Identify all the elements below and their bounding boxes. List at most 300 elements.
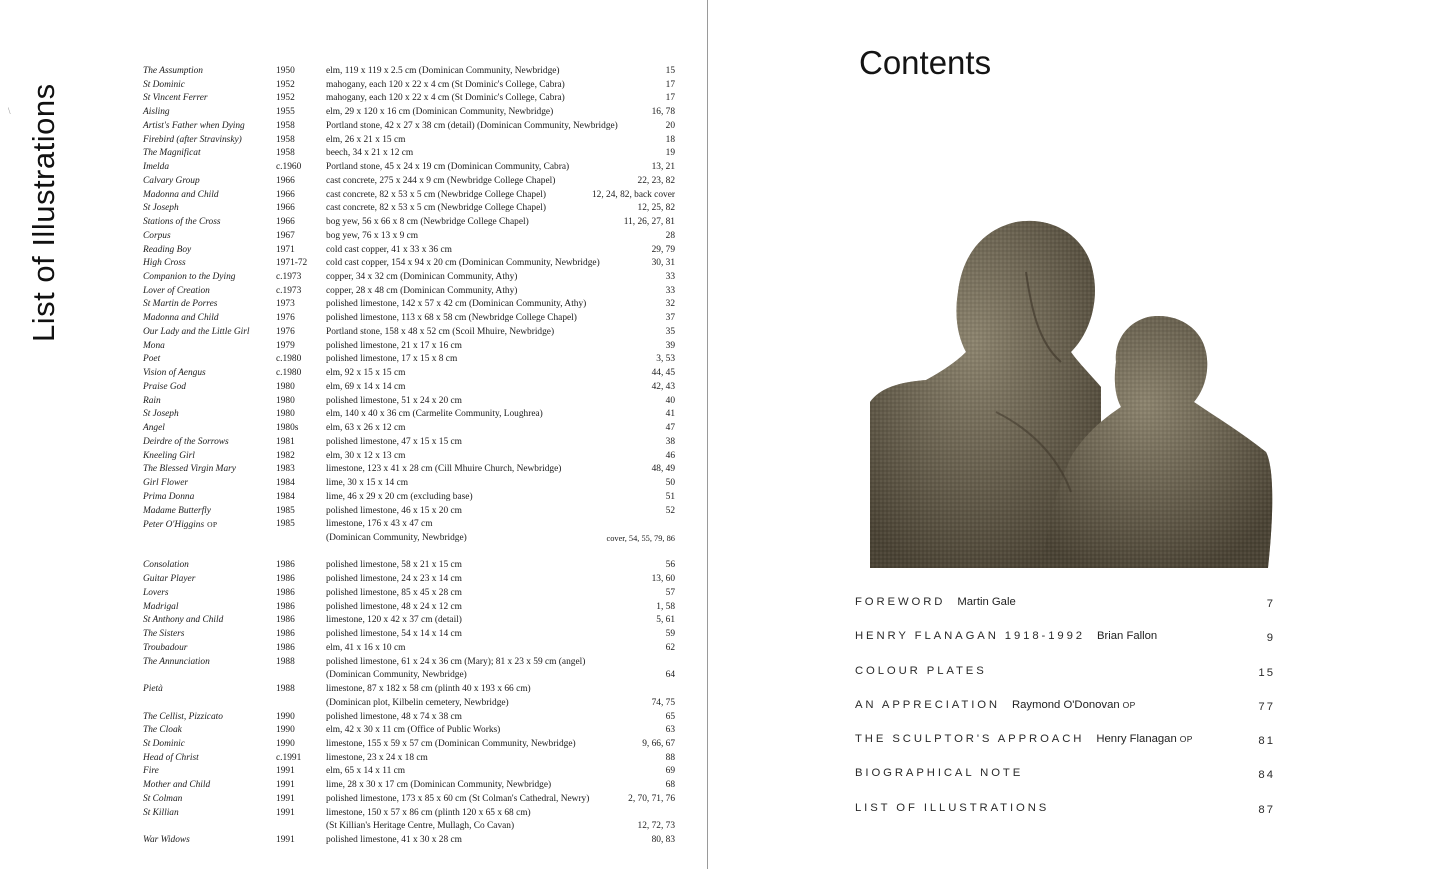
illustration-pages: 48, 49 xyxy=(651,464,675,475)
illustration-year: 1991 xyxy=(276,793,295,804)
illustration-year: 1986 xyxy=(276,574,295,585)
illustration-year: 1967 xyxy=(276,230,295,241)
toc-entry-page: 87 xyxy=(1258,803,1275,816)
illustration-title xyxy=(143,505,211,519)
illustration-year: 1958 xyxy=(276,120,295,131)
illustration-description: limestone, 87 x 182 x 58 cm (plinth 40 x 193 x 66 cm) xyxy=(326,684,531,695)
illustration-pages: 44, 45 xyxy=(651,368,675,379)
illustration-pages: 19 xyxy=(665,148,675,159)
toc-entry-title xyxy=(855,733,1193,745)
illustration-pages: 50 xyxy=(665,478,675,489)
illustration-year: 1991 xyxy=(276,766,295,777)
illustration-title-text: Lovers xyxy=(143,587,169,598)
illustration-description: cast concrete, 82 x 53 x 5 cm (Newbridge College Chapel) xyxy=(326,189,546,200)
illustration-row xyxy=(143,326,679,340)
illustration-pages: 15 xyxy=(665,66,675,76)
illustration-title xyxy=(143,422,165,436)
toc-entry-title-text: LIST OF ILLUSTRATIONS xyxy=(855,801,1050,814)
illustration-year: 1986 xyxy=(276,615,295,626)
illustration-title xyxy=(143,765,159,779)
illustration-title-text: Calvary Group xyxy=(143,175,200,186)
illustration-description: polished limestone, 113 x 68 x 58 cm (Newbridge College Chapel) xyxy=(326,313,577,324)
illustration-year: 1980s xyxy=(276,423,299,434)
illustration-description: elm, 69 x 14 x 14 cm xyxy=(326,381,406,392)
illustration-title-text: Reading Boy xyxy=(143,244,192,255)
illustration-pages: 33 xyxy=(665,272,675,283)
illustration-description: polished limestone, 58 x 21 x 15 cm xyxy=(326,560,462,571)
illustration-row xyxy=(143,614,679,628)
illustration-year: 1950 xyxy=(276,66,295,76)
toc-entry-author xyxy=(1096,733,1192,745)
illustration-pages: 17 xyxy=(665,93,675,104)
illustration-title xyxy=(143,628,184,642)
illustration-description: polished limestone, 85 x 45 x 28 cm xyxy=(326,587,462,598)
illustration-year: c.1973 xyxy=(276,272,302,283)
illustration-title xyxy=(143,175,200,189)
illustration-row xyxy=(143,518,679,532)
illustration-pages: 11, 26, 27, 81 xyxy=(623,217,675,228)
illustration-title xyxy=(143,367,206,381)
illustration-year: 1976 xyxy=(276,313,295,324)
illustration-title-text: St Colman xyxy=(143,793,183,804)
toc-entry-page: 81 xyxy=(1258,735,1275,748)
illustration-row xyxy=(143,120,679,134)
illustration-description: Portland stone, 42 x 27 x 38 cm (detail) (Dominican Community, Newbridge) xyxy=(326,120,618,131)
illustration-title-text: Prima Donna xyxy=(143,491,195,502)
illustration-description: elm, 26 x 21 x 15 cm xyxy=(326,134,406,145)
illustration-title-text: The Magnificat xyxy=(143,148,201,159)
illustration-title xyxy=(143,381,186,395)
illustration-description: limestone, 120 x 42 x 37 cm (detail) xyxy=(326,615,462,626)
toc-entry-author-suffix: OP xyxy=(1179,734,1193,745)
illustration-pages: 29, 79 xyxy=(651,244,675,255)
illustration-title xyxy=(143,834,190,848)
illustration-row xyxy=(143,697,679,711)
illustration-row xyxy=(143,711,679,725)
toc-entry-page: 77 xyxy=(1258,700,1275,713)
illustration-row xyxy=(143,257,679,271)
illustration-pages: 2, 70, 71, 76 xyxy=(628,793,675,804)
sculpture-image xyxy=(856,212,1276,568)
illustration-description: polished limestone, 41 x 30 x 28 cm xyxy=(326,835,462,846)
illustration-row xyxy=(143,669,679,683)
illustration-pages: 12, 24, 82, back cover xyxy=(591,189,675,200)
illustration-year: 1966 xyxy=(276,217,295,228)
illustration-title-text: Artist's Father when Dying xyxy=(143,120,245,131)
illustration-title-text: Aisling xyxy=(143,107,170,118)
illustration-pages: cover, 54, 55, 79, 86 xyxy=(606,533,675,543)
illustration-row xyxy=(143,656,679,670)
illustration-title xyxy=(143,450,195,464)
illustration-year: 1990 xyxy=(276,711,295,722)
illustration-description: polished limestone, 173 x 85 x 60 cm (St Colman's Cathedral, Newry) xyxy=(326,793,590,804)
illustration-year: 1991 xyxy=(276,807,295,818)
illustration-row xyxy=(143,367,679,381)
illustration-title-text: Girl Flower xyxy=(143,478,189,489)
toc-entry-author xyxy=(1012,699,1136,711)
illustration-pages: 40 xyxy=(665,395,675,406)
illustration-row xyxy=(143,765,679,779)
illustration-pages: 47 xyxy=(665,423,675,434)
illustration-pages: 12, 72, 73 xyxy=(637,821,675,832)
illustration-row xyxy=(143,628,679,642)
illustration-year: 1980 xyxy=(276,409,295,420)
toc-entry-page: 84 xyxy=(1258,769,1275,782)
toc-entry[interactable] xyxy=(855,590,1275,624)
illustration-year: 1986 xyxy=(276,629,295,640)
illustration-pages: 5, 61 xyxy=(656,615,675,626)
illustration-pages: 38 xyxy=(665,436,675,447)
illustration-pages: 28 xyxy=(665,230,675,241)
illustration-description: cold cast copper, 154 x 94 x 20 cm (Dominican Community, Newbridge) xyxy=(326,258,600,269)
illustration-year: 1966 xyxy=(276,189,295,200)
illustration-pages: 30, 31 xyxy=(651,258,675,269)
illustration-year: 1955 xyxy=(276,107,295,118)
illustration-year: 1952 xyxy=(276,79,295,90)
illustration-title-text: Lover of Creation xyxy=(143,285,210,296)
illustration-description: elm, 65 x 14 x 11 cm xyxy=(326,766,406,777)
toc-entry[interactable] xyxy=(855,761,1275,795)
illustration-pages: 18 xyxy=(665,134,675,145)
illustration-title xyxy=(143,752,199,766)
toc-entry-author-suffix: OP xyxy=(1122,699,1136,710)
illustration-title-text: The Cellist, Pizzicato xyxy=(143,711,223,722)
illustration-pages: 80, 83 xyxy=(651,835,675,846)
illustration-year: 1980 xyxy=(276,381,295,392)
illustration-pages: 39 xyxy=(665,340,675,351)
illustration-row xyxy=(143,92,679,106)
illustration-pages: 56 xyxy=(665,560,675,571)
illustration-description: polished limestone, 17 x 15 x 8 cm xyxy=(326,354,458,365)
illustration-row xyxy=(143,147,679,161)
toc-entry-page: 15 xyxy=(1258,666,1275,679)
illustration-title-text: The Cloak xyxy=(143,725,182,736)
illustration-title xyxy=(143,559,189,573)
illustration-description: (Dominican Community, Newbridge) xyxy=(326,670,467,681)
illustration-row xyxy=(143,546,679,560)
illustration-title-text: The Blessed Virgin Mary xyxy=(143,464,236,475)
illustration-description: copper, 28 x 48 cm (Dominican Community, Athy) xyxy=(326,285,518,296)
illustration-description: mahogany, each 120 x 22 x 4 cm (St Dominic's College, Cabra) xyxy=(326,79,565,90)
illustration-description: polished limestone, 61 x 24 x 36 cm (Mary); 81 x 23 x 59 cm (angel) xyxy=(326,656,586,667)
illustration-title xyxy=(143,408,179,422)
illustration-row xyxy=(143,477,679,491)
toc-entry-author-name: Martin Gale xyxy=(957,596,1016,608)
illustration-title-text: Firebird (after Stravinsky) xyxy=(143,134,242,145)
toc-entry[interactable] xyxy=(855,796,1275,830)
toc-entry[interactable] xyxy=(855,624,1275,658)
illustration-title xyxy=(143,738,185,752)
illustration-description: polished limestone, 21 x 17 x 16 cm xyxy=(326,340,462,351)
illustration-row xyxy=(143,491,679,505)
illustration-description: elm, 42 x 30 x 11 cm (Office of Public Works) xyxy=(326,725,501,736)
illustration-row xyxy=(143,752,679,766)
illustration-title xyxy=(143,395,161,409)
illustration-description: polished limestone, 142 x 57 x 42 cm (Dominican Community, Athy) xyxy=(326,299,587,310)
illustration-row xyxy=(143,779,679,793)
toc-entry-title xyxy=(855,596,1016,608)
illustration-title-text: St Anthony and Child xyxy=(143,615,224,626)
illustration-row xyxy=(143,820,679,834)
illustration-pages: 16, 78 xyxy=(651,107,675,118)
toc-entry-title-text: COLOUR PLATES xyxy=(855,664,987,677)
illustration-title-text: Consolation xyxy=(143,560,189,571)
illustration-title xyxy=(143,106,170,120)
toc-entry-title xyxy=(855,802,1049,814)
illustration-description: copper, 34 x 32 cm (Dominican Community, Athy) xyxy=(326,272,518,283)
illustration-title-text: Troubadour xyxy=(143,642,188,653)
illustration-title xyxy=(143,477,188,491)
illustration-description: limestone, 23 x 24 x 18 cm xyxy=(326,752,428,763)
illustration-row xyxy=(143,271,679,285)
illustration-description: (Dominican Community, Newbridge) xyxy=(326,532,467,543)
illustration-row xyxy=(143,353,679,367)
illustration-row xyxy=(143,505,679,519)
illustration-year: 1973 xyxy=(276,299,295,310)
illustration-year: 1981 xyxy=(276,436,295,447)
illustration-title xyxy=(143,807,179,821)
illustration-row xyxy=(143,189,679,203)
illustration-pages: 12, 25, 82 xyxy=(637,203,675,214)
illustration-year: 1984 xyxy=(276,478,295,489)
toc-entry-title xyxy=(855,665,987,677)
illustration-pages: 13, 21 xyxy=(651,162,675,173)
illustration-year: 1986 xyxy=(276,642,295,653)
illustration-title xyxy=(143,601,178,615)
illustration-title-text: Madame Butterfly xyxy=(143,505,211,516)
illustration-title-text: Mona xyxy=(143,340,165,351)
illustration-title-text: St Killian xyxy=(143,807,179,818)
toc-entry-title xyxy=(855,630,1157,642)
illustration-pages: 52 xyxy=(665,505,675,516)
illustration-row xyxy=(143,436,679,450)
illustration-title-text: St Vincent Ferrer xyxy=(143,93,208,104)
illustration-title-text: Kneeling Girl xyxy=(143,450,195,461)
illustration-row xyxy=(143,422,679,436)
illustration-pages: 51 xyxy=(665,491,675,502)
illustration-year: 1990 xyxy=(276,738,295,749)
illustration-title xyxy=(143,711,223,725)
illustration-row xyxy=(143,106,679,120)
illustration-row xyxy=(143,601,679,615)
illustration-pages: 32 xyxy=(665,299,675,310)
illustration-row xyxy=(143,587,679,601)
illustration-description: Portland stone, 158 x 48 x 52 cm (Scoil Mhuire, Newbridge) xyxy=(326,326,555,337)
illustration-year: 1991 xyxy=(276,835,295,846)
illustration-title xyxy=(143,340,165,354)
illustration-row xyxy=(143,395,679,409)
illustration-pages: 46 xyxy=(665,450,675,461)
illustration-pages: 63 xyxy=(665,725,675,736)
toc-entry-author-name: Raymond O'Donovan xyxy=(1011,698,1120,711)
illustration-title-text: Vision of Aengus xyxy=(143,368,206,379)
contents-heading: Contents xyxy=(859,44,992,81)
illustration-title xyxy=(143,147,201,161)
illustration-pages: 88 xyxy=(665,752,675,763)
illustration-year: 1986 xyxy=(276,587,295,598)
illustration-description: polished limestone, 46 x 15 x 20 cm xyxy=(326,505,462,516)
illustration-title-text: St Joseph xyxy=(143,203,179,214)
illustration-title-text: High Cross xyxy=(143,258,186,269)
toc-entry[interactable] xyxy=(855,727,1275,761)
illustration-description: elm, 92 x 15 x 15 cm xyxy=(326,368,406,379)
illustration-title xyxy=(143,724,182,738)
illustration-pages: 35 xyxy=(665,326,675,337)
right-page xyxy=(708,0,1445,869)
illustration-title-text: Madonna and Child xyxy=(143,313,219,324)
illustration-title xyxy=(143,436,229,450)
illustration-description: elm, 30 x 12 x 13 cm xyxy=(326,450,406,461)
illustration-description: (St Killian's Heritage Centre, Mullagh, Co Cavan) xyxy=(326,821,515,832)
illustration-description: polished limestone, 48 x 24 x 12 cm xyxy=(326,601,462,612)
illustration-year: 1976 xyxy=(276,326,295,337)
illustration-description: limestone, 150 x 57 x 86 cm (plinth 120 x 65 x 68 cm) xyxy=(326,807,531,818)
illustration-year: 1986 xyxy=(276,601,295,612)
illustration-pages: 42, 43 xyxy=(651,381,675,392)
toc-entry-page: 9 xyxy=(1266,632,1275,645)
illustration-title xyxy=(143,120,245,134)
illustration-title-text: St Dominic xyxy=(143,738,185,749)
illustration-description: cast concrete, 275 x 244 x 9 cm (Newbridge College Chapel) xyxy=(326,175,556,186)
illustration-row xyxy=(143,340,679,354)
illustration-year: 1985 xyxy=(276,519,295,530)
illustration-title xyxy=(143,587,169,601)
illustration-pages: 41 xyxy=(665,409,675,420)
toc-entry[interactable] xyxy=(855,659,1275,693)
illustration-title-text: Companion to the Dying xyxy=(143,272,236,283)
illustration-year: 1988 xyxy=(276,684,295,695)
illustration-description: beech, 34 x 21 x 12 cm xyxy=(326,148,414,159)
illustration-title xyxy=(143,793,182,807)
illustration-description: (Dominican plot, Kilbelin cemetery, Newbridge) xyxy=(326,697,509,708)
illustration-pages: 64 xyxy=(665,670,675,681)
illustration-description: elm, 119 x 119 x 2.5 cm (Dominican Community, Newbridge) xyxy=(326,66,560,76)
toc-entry-author-name: Brian Fallon xyxy=(1096,630,1158,643)
illustration-row xyxy=(143,408,679,422)
illustration-pages: 57 xyxy=(665,587,675,598)
illustration-title xyxy=(143,326,250,340)
illustration-year: 1979 xyxy=(276,340,295,351)
toc-entry-author xyxy=(1097,630,1157,642)
illustration-description: limestone, 155 x 59 x 57 cm (Dominican Community, Newbridge) xyxy=(326,738,576,749)
illustration-title-text: Rain xyxy=(143,395,161,406)
illustration-description: bog yew, 76 x 13 x 9 cm xyxy=(326,230,419,241)
illustration-row xyxy=(143,573,679,587)
illustration-title-text: The Assumption xyxy=(143,66,203,76)
illustration-title xyxy=(143,683,163,697)
illustration-title-text: Madonna and Child xyxy=(143,189,219,200)
illustration-pages: 37 xyxy=(665,313,675,324)
left-page xyxy=(0,0,707,869)
illustration-title-text: Our Lady and the Little Girl xyxy=(143,326,250,337)
illustration-title xyxy=(143,161,169,175)
illustration-year: 1983 xyxy=(276,464,295,475)
illustration-year: 1966 xyxy=(276,203,295,214)
illustration-year: c.1973 xyxy=(276,285,302,296)
illustration-title xyxy=(143,298,217,312)
illustration-description: polished limestone, 24 x 23 x 14 cm xyxy=(326,574,462,585)
illustration-year: c.1980 xyxy=(276,368,302,379)
toc-entry-title xyxy=(855,767,1023,779)
toc-entry-title-text: FOREWORD xyxy=(855,596,946,608)
illustration-year: 1971 xyxy=(276,244,295,255)
illustration-pages: 59 xyxy=(665,629,675,640)
toc-entry-title-text: BIOGRAPHICAL NOTE xyxy=(855,767,1024,780)
illustration-title xyxy=(143,614,223,628)
illustration-description: lime, 28 x 30 x 17 cm (Dominican Community, Newbridge) xyxy=(326,780,552,791)
illustrations-list xyxy=(143,65,679,848)
illustration-row xyxy=(143,450,679,464)
illustration-pages: 20 xyxy=(665,120,675,131)
illustration-year: 1991 xyxy=(276,780,295,791)
illustration-year: c.1991 xyxy=(276,752,302,763)
illustration-year: 1958 xyxy=(276,134,295,145)
illustration-title xyxy=(143,79,185,93)
illustration-year: 1966 xyxy=(276,175,295,186)
illustration-title xyxy=(143,216,221,230)
illustration-year: c.1960 xyxy=(276,162,302,173)
illustration-title-text: Guitar Player xyxy=(143,574,196,585)
illustration-row xyxy=(143,793,679,807)
illustration-title-text: Corpus xyxy=(143,230,171,241)
illustration-description: limestone, 176 x 43 x 47 cm xyxy=(326,519,433,530)
illustration-description: polished limestone, 54 x 14 x 14 cm xyxy=(326,629,462,640)
illustration-title xyxy=(143,202,179,216)
illustration-row xyxy=(143,738,679,752)
illustration-description: polished limestone, 48 x 74 x 38 cm xyxy=(326,711,462,722)
illustration-row xyxy=(143,65,679,79)
illustration-title xyxy=(143,65,203,79)
illustration-row xyxy=(143,683,679,697)
illustration-pages: 68 xyxy=(665,780,675,791)
illustration-title-text: Deirdre of the Sorrows xyxy=(143,436,229,447)
toc-entry-title-text: THE SCULPTOR'S APPROACH xyxy=(855,733,1085,746)
illustration-row xyxy=(143,134,679,148)
illustration-description: lime, 46 x 29 x 20 cm (excluding base) xyxy=(326,491,473,502)
illustration-row xyxy=(143,463,679,477)
illustration-title-text: St Joseph xyxy=(143,409,179,420)
illustration-row xyxy=(143,244,679,258)
illustration-row xyxy=(143,230,679,244)
illustration-title xyxy=(143,491,194,505)
illustration-title xyxy=(143,656,210,670)
illustration-year: 1986 xyxy=(276,560,295,571)
illustration-title-text: St Dominic xyxy=(143,79,185,90)
illustration-title xyxy=(143,285,210,299)
illustration-row xyxy=(143,834,679,848)
toc-entry[interactable] xyxy=(855,693,1275,727)
illustration-description: polished limestone, 47 x 15 x 15 cm xyxy=(326,436,462,447)
illustration-year: 1982 xyxy=(276,450,295,461)
illustration-row xyxy=(143,807,679,821)
toc-entry-author xyxy=(957,596,1015,608)
illustration-description: polished limestone, 51 x 24 x 20 cm xyxy=(326,395,462,406)
illustration-row xyxy=(143,79,679,93)
illustration-description: elm, 41 x 16 x 10 cm xyxy=(326,642,406,653)
illustration-description: lime, 30 x 15 x 14 cm xyxy=(326,478,409,489)
illustration-description: bog yew, 56 x 66 x 8 cm (Newbridge College Chapel) xyxy=(326,217,529,228)
illustration-pages: 74, 75 xyxy=(651,697,675,708)
illustration-pages: 33 xyxy=(665,285,675,296)
toc-entry-title xyxy=(855,699,1136,711)
illustration-description: cast concrete, 82 x 53 x 5 cm (Newbridge College Chapel) xyxy=(326,203,546,214)
illustration-year: 1990 xyxy=(276,725,295,736)
illustration-title xyxy=(143,230,171,244)
illustration-title xyxy=(143,92,208,106)
illustration-pages: 13, 60 xyxy=(651,574,675,585)
illustration-row xyxy=(143,175,679,189)
illustration-row xyxy=(143,312,679,326)
